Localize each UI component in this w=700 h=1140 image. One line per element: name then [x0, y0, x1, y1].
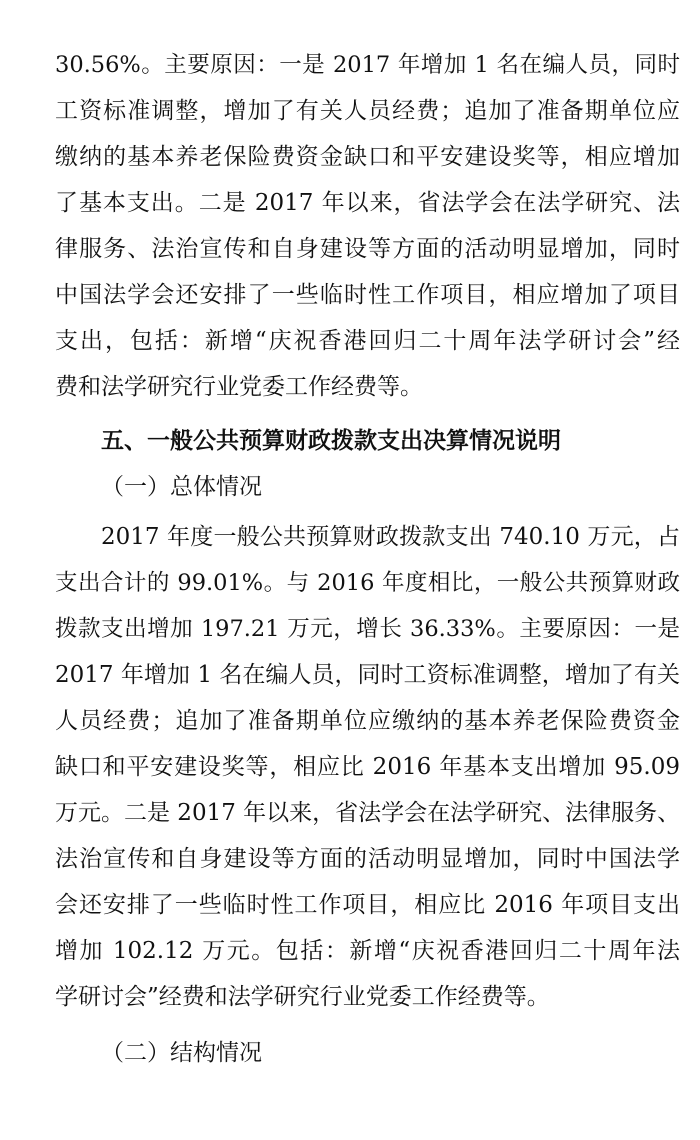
- paragraph-2-line-9: 会还安排了一些临时性工作项目，相应比 2016 年项目支出: [55, 892, 680, 918]
- subsection-2-heading: （二）结构情况: [101, 1040, 262, 1066]
- paragraph-2-line-5: 人员经费；追加了准备期单位应缴纳的基本养老保险费资金: [55, 708, 680, 734]
- paragraph-2-line-3: 拨款支出增加 197.21 万元，增长 36.33%。主要原因：一是: [55, 616, 680, 642]
- paragraph-1-line-5: 律服务、法治宣传和自身建设等方面的活动明显增加，同时: [55, 236, 680, 262]
- paragraph-1-line-4: 了基本支出。二是 2017 年以来，省法学会在法学研究、法: [55, 190, 680, 216]
- paragraph-1-line-6: 中国法学会还安排了一些临时性工作项目，相应增加了项目: [55, 282, 680, 308]
- paragraph-2-line-4: 2017 年增加 1 名在编人员，同时工资标准调整，增加了有关: [55, 662, 680, 688]
- paragraph-2-line-6: 缺口和平安建设奖等，相应比 2016 年基本支出增加 95.09: [55, 754, 680, 780]
- paragraph-1-line-2: 工资标准调整，增加了有关人员经费；追加了准备期单位应: [55, 98, 680, 124]
- paragraph-1-line-3: 缴纳的基本养老保险费资金缺口和平安建设奖等，相应增加: [55, 144, 680, 170]
- paragraph-2-line-2: 支出合计的 99.01%。与 2016 年度相比，一般公共预算财政: [55, 570, 680, 596]
- paragraph-2-line-10: 增加 102.12 万元。包括：新增“庆祝香港回归二十周年法: [55, 938, 680, 964]
- paragraph-2-line-11: 学研讨会”经费和法学研究行业党委工作经费等。: [55, 984, 550, 1010]
- subsection-1-heading: （一）总体情况: [101, 474, 262, 500]
- paragraph-1-line-1: 30.56%。主要原因：一是 2017 年增加 1 名在编人员，同时: [55, 52, 680, 78]
- paragraph-1-line-8: 费和法学研究行业党委工作经费等。: [55, 374, 423, 400]
- section-heading: 五、一般公共预算财政拨款支出决算情况说明: [101, 428, 561, 454]
- paragraph-2-line-1: 2017 年度一般公共预算财政拨款支出 740.10 万元，占: [101, 524, 680, 550]
- paragraph-1-line-7: 支出，包括：新增“庆祝香港回归二十周年法学研讨会”经: [55, 328, 680, 354]
- paragraph-2-line-8: 法治宣传和自身建设等方面的活动明显增加，同时中国法学: [55, 846, 680, 872]
- paragraph-2-line-7: 万元。二是 2017 年以来，省法学会在法学研究、法律服务、: [55, 800, 680, 826]
